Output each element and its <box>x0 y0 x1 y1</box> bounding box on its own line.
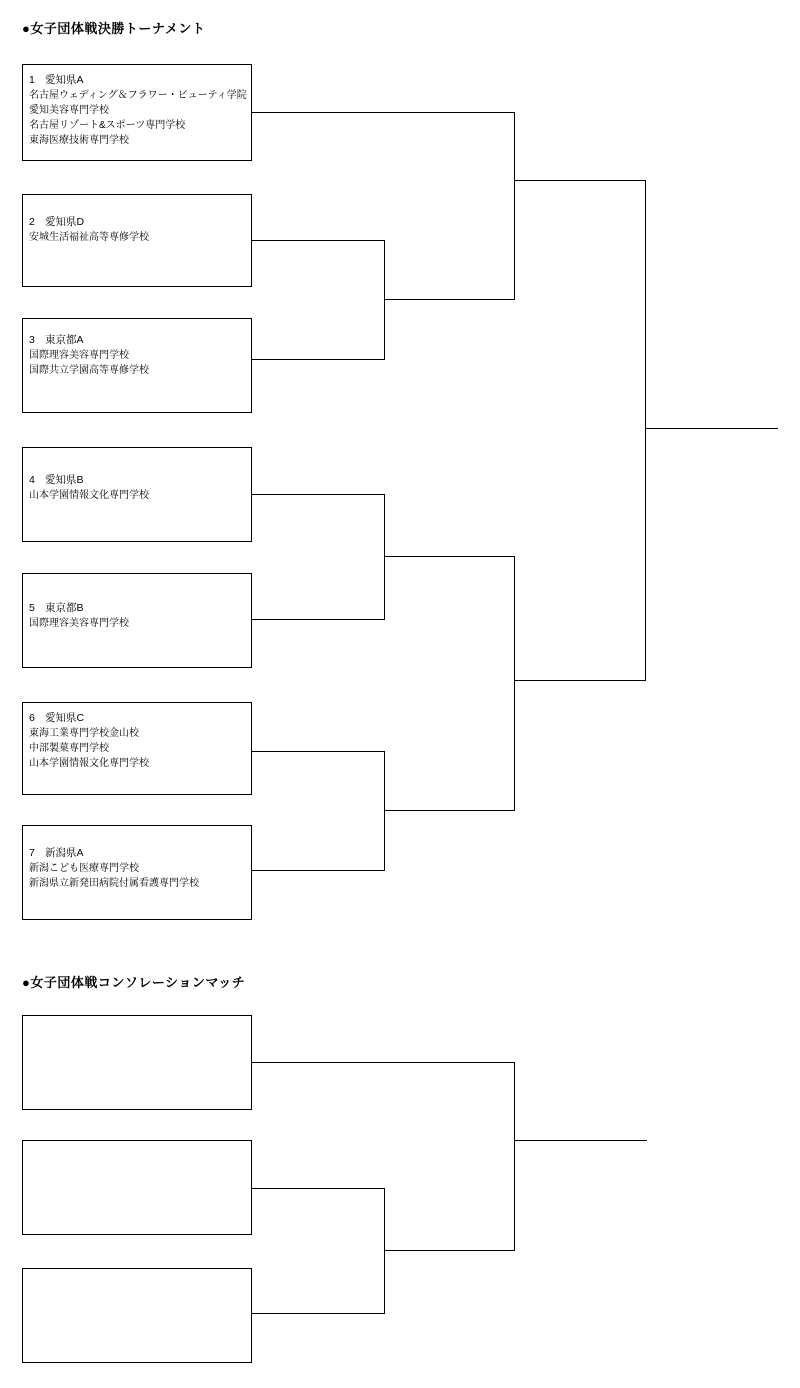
team-header <box>29 711 247 726</box>
team-name: 新潟県A <box>45 847 84 859</box>
team-name: 愛知県D <box>45 216 85 228</box>
school-name: 山本学園情報文化専門学校 <box>29 490 149 501</box>
team-name: 東京都B <box>45 602 84 614</box>
team-header <box>29 846 247 861</box>
bracket-line <box>252 112 515 113</box>
section-title-main-tournament: ●女子団体戦決勝トーナメント <box>22 21 206 36</box>
team-header <box>29 73 247 88</box>
bracket-line <box>252 240 384 241</box>
school-name: 新潟県立新発田病院付属看護専門学校 <box>29 878 199 889</box>
school-name: 国際理容美容専門学校 <box>29 618 129 629</box>
bracket-entry-box <box>22 825 252 920</box>
team-name: 愛知県A <box>45 74 84 86</box>
bracket-line <box>252 1188 384 1189</box>
school-name: 東海工業専門学校金山校 <box>29 728 139 739</box>
bracket-entry-box <box>22 573 252 668</box>
bracket-line <box>384 556 515 557</box>
bracket-entry-box <box>22 318 252 413</box>
school-name: 国際理容美容専門学校 <box>29 350 129 361</box>
bracket-entry-box <box>22 64 252 161</box>
bracket-line <box>252 359 384 360</box>
bracket-line <box>252 870 384 871</box>
school-name: 東海医療技術専門学校 <box>29 135 129 146</box>
bracket-line <box>384 810 515 811</box>
bracket-entry-box <box>22 447 252 542</box>
team-name: 愛知県B <box>45 474 84 486</box>
team-header <box>29 1024 247 1039</box>
bracket-entry-box-empty <box>22 1015 252 1110</box>
team-header <box>29 1149 247 1164</box>
team-seed: 4 <box>29 474 35 486</box>
school-name: 中部製菓専門学校 <box>29 743 109 754</box>
bracket-line <box>384 751 385 871</box>
school-name: 国際共立学園高等専修学校 <box>29 365 149 376</box>
bracket-line <box>514 556 515 811</box>
bracket-line <box>252 1313 384 1314</box>
bracket-line <box>384 1250 515 1251</box>
school-name: 山本学園情報文化専門学校 <box>29 758 149 769</box>
bracket-entry-box <box>22 702 252 795</box>
team-header <box>29 473 247 488</box>
team-seed: 1 <box>29 74 35 86</box>
bracket-line <box>252 619 384 620</box>
team-header <box>29 215 247 230</box>
bracket-line <box>252 751 384 752</box>
team-header <box>29 601 247 616</box>
school-name: 新潟こども医療専門学校 <box>29 863 139 874</box>
bracket-line <box>514 1062 515 1251</box>
section-title-consolation-match: ●女子団体戦コンソレーションマッチ <box>22 975 246 990</box>
bracket-line <box>384 240 385 360</box>
team-seed: 7 <box>29 847 35 859</box>
team-header <box>29 333 247 348</box>
team-seed: 3 <box>29 334 35 346</box>
bracket-line <box>514 112 515 300</box>
bracket-line <box>252 1062 515 1063</box>
team-seed: 2 <box>29 216 35 228</box>
bracket-entry-box-empty <box>22 1140 252 1235</box>
bracket-line <box>645 180 646 681</box>
bracket-line <box>252 494 384 495</box>
bracket-line <box>384 1188 385 1314</box>
bracket-line <box>514 180 645 181</box>
bracket-line <box>384 494 385 620</box>
school-name: 安城生活福祉高等専修学校 <box>29 232 149 243</box>
team-name: 愛知県C <box>45 712 85 724</box>
school-name: 名古屋ウェディング＆フラワー・ビューティ学院 <box>29 90 247 101</box>
team-header <box>29 1277 247 1292</box>
team-name: 東京都A <box>45 334 84 346</box>
bracket-line <box>384 299 515 300</box>
bracket-line <box>645 428 778 429</box>
school-name: 名古屋リゾート&スポーツ専門学校 <box>29 120 186 131</box>
team-seed: 5 <box>29 602 35 614</box>
school-name: 愛知美容専門学校 <box>29 105 109 116</box>
bracket-entry-box <box>22 194 252 287</box>
bracket-entry-box-empty <box>22 1268 252 1363</box>
bracket-line <box>514 1140 647 1141</box>
team-seed: 6 <box>29 712 35 724</box>
bracket-line <box>514 680 645 681</box>
